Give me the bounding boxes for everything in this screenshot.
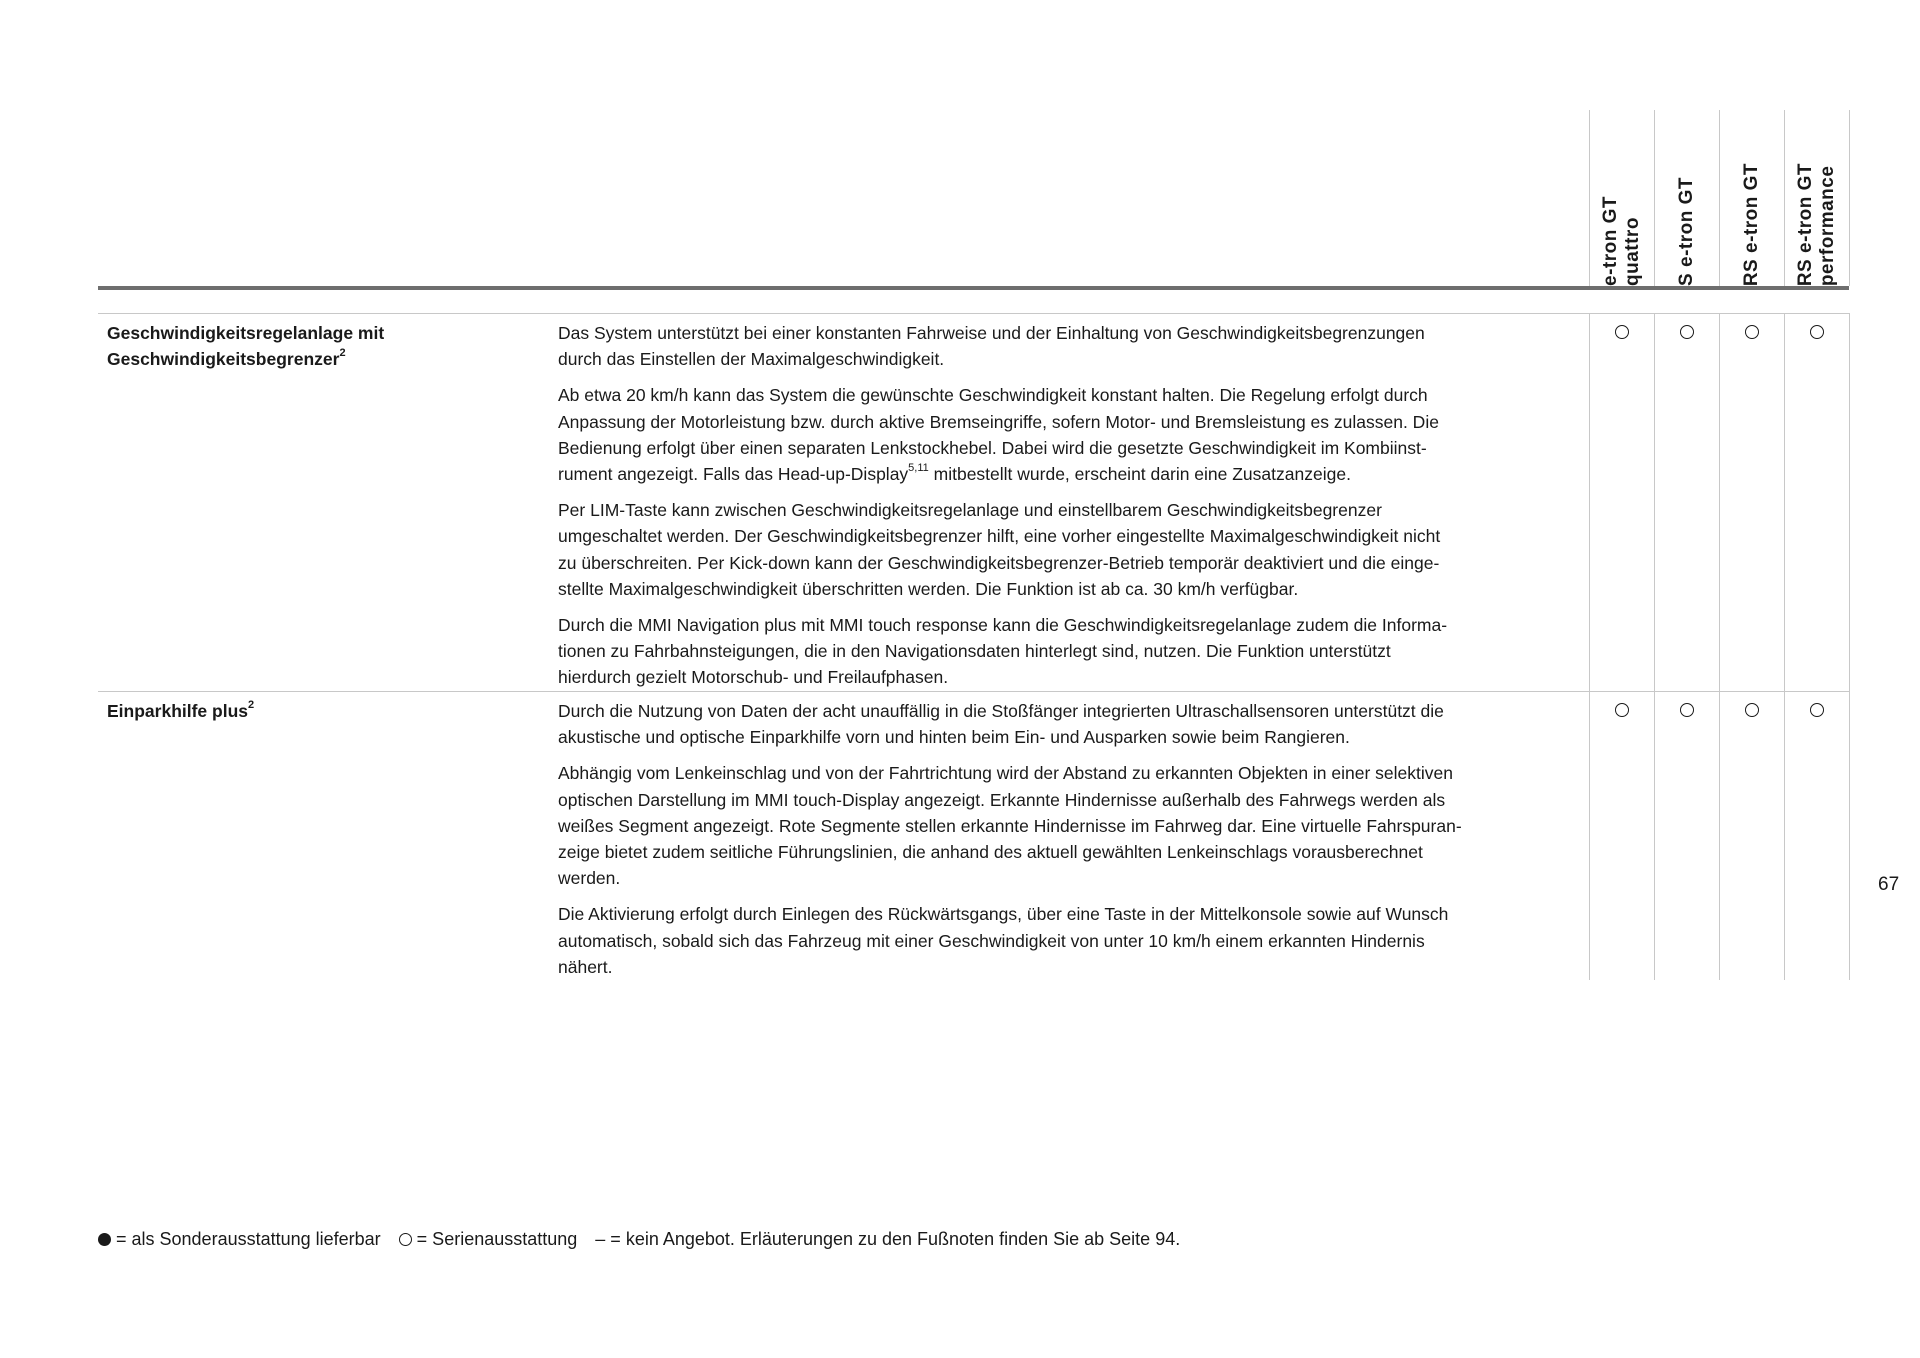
row-label <box>107 698 254 724</box>
standard-equipment-circle-icon <box>1745 703 1759 717</box>
description-line: Abhängig vom Lenkeinschlag und von der Fahrtrichtung wird der Abstand zu erkannten Objekten in einer selektiven <box>558 763 1453 784</box>
description-line: akustische und optische Einparkhilfe vorn und hinten beim Ein- und Ausparken sowie beim Rangieren. <box>558 727 1350 748</box>
standard-equipment-circle-icon <box>1680 325 1694 339</box>
legend-footer <box>98 1229 1180 1250</box>
column-header <box>1654 110 1719 286</box>
column-header <box>1719 110 1784 286</box>
column-divider <box>1654 110 1655 286</box>
column-header-label: RS e-tron GT <box>1740 162 1762 286</box>
description-line: zu überschreiten. Per Kick-down kann der Geschwindigkeitsbegrenzer-Betrieb temporär deaktiviert und die einge- <box>558 552 1440 573</box>
footnote-ref: 2 <box>248 699 255 711</box>
row-description <box>558 698 1583 990</box>
description-paragraph <box>558 612 1583 691</box>
description-line: Bedienung erfolgt über einen separaten Lenkstockhebel. Dabei wird die gesetzte Geschwindigkeit im Kombiinst- <box>558 437 1427 458</box>
description-line: Ab etwa 20 km/h kann das System die gewünschte Geschwindigkeit konstant halten. Die Regelung erfolgt durch <box>558 385 1428 406</box>
legend-standard: = Serienausstattung <box>416 1229 578 1249</box>
description-line: umgeschaltet werden. Der Geschwindigkeitsbegrenzer hilft, eine vorher eingestellte Maximalgeschwindigkeit nicht <box>558 526 1441 547</box>
column-header <box>1784 110 1849 286</box>
row-description <box>558 320 1583 701</box>
standard-equipment-circle-icon <box>1810 325 1824 339</box>
standard-equipment-circle-icon <box>1680 703 1694 717</box>
description-line: Durch die MMI Navigation plus mit MMI touch response kann die Geschwindigkeitsregelanlage zudem die Informa- <box>558 615 1448 636</box>
description-line: tionen zu Fahrbahnsteigungen, die in den Navigationsdaten hinterlegt sind, nutzen. Die Funktion unterstützt <box>558 641 1391 662</box>
standard-equipment-circle-icon <box>1810 703 1824 717</box>
description-line: Das System unterstützt bei einer konstanten Fahrweise und der Einhaltung von Geschwindigkeitsbegrenzungen <box>558 323 1425 343</box>
standard-equipment-circle-icon <box>1615 325 1629 339</box>
column-divider <box>1589 110 1590 286</box>
column-divider <box>1719 110 1720 286</box>
description-line: zeige bietet zudem seitliche Führungslinien, die anhand des aktuell gewählten Lenkeinschlags vorausberechnet <box>558 842 1423 863</box>
column-header <box>1589 110 1654 286</box>
footnote-ref: 2 <box>339 347 346 359</box>
row-label-line: Geschwindigkeitsbegrenzer <box>107 349 340 369</box>
row-label-line: Geschwindigkeitsregelanlage mit <box>107 323 385 343</box>
filled-circle-icon <box>98 1233 111 1246</box>
column-divider <box>1654 313 1655 980</box>
column-header-label: RS e-tron GT performance <box>1794 162 1838 286</box>
description-line <box>558 461 1583 487</box>
column-divider <box>1849 110 1850 286</box>
column-header-label: e-tron GT quattro <box>1599 196 1643 286</box>
description-line: weißes Segment angezeigt. Rote Segmente stellen erkannte Hindernisse im Fahrweg dar. Eine virtuelle Fahrspuran- <box>558 815 1462 836</box>
footnote-ref: 5,11 <box>908 462 929 475</box>
column-divider <box>1719 313 1720 980</box>
description-paragraph <box>558 698 1583 750</box>
description-paragraph <box>558 497 1583 602</box>
open-circle-icon <box>399 1233 412 1246</box>
column-divider <box>1849 313 1850 980</box>
description-line: Durch die Nutzung von Daten der acht unauffällig in die Stoßfänger integrierten Ultraschallsensoren unterstützt die <box>558 701 1444 721</box>
description-text: rument angezeigt. Falls das Head-up-Display <box>558 464 909 485</box>
column-divider <box>1589 313 1590 980</box>
standard-equipment-circle-icon <box>1615 703 1629 717</box>
column-divider <box>1784 313 1785 980</box>
row-label <box>107 320 384 372</box>
description-paragraph <box>558 760 1583 891</box>
page-number: 67 <box>1878 874 1900 895</box>
description-line: Anpassung der Motorleistung bzw. durch aktive Bremseingriffe, sofern Motor- und Bremsleistung es zulassen. Die <box>558 411 1439 432</box>
column-divider <box>1784 110 1785 286</box>
description-line: Per LIM-Taste kann zwischen Geschwindigkeitsregelanlage und einstellbarem Geschwindigkeitsbegrenzer <box>558 500 1382 521</box>
row-label-line: Einparkhilfe plus <box>107 701 248 721</box>
row-divider <box>98 313 1849 314</box>
description-line: stellte Maximalgeschwindigkeit überschritten werden. Die Funktion ist ab ca. 30 km/h verfügbar. <box>558 578 1299 599</box>
header-rule <box>98 286 1849 290</box>
description-line: nähert. <box>558 956 613 977</box>
description-line: durch das Einstellen der Maximalgeschwindigkeit. <box>558 349 945 370</box>
legend-optional: = als Sonderausstattung lieferbar <box>116 1229 381 1249</box>
description-line: werden. <box>558 868 621 889</box>
description-line: automatisch, sobald sich das Fahrzeug mit einer Geschwindigkeit von unter 10 km/h einem erkannten Hindernis <box>558 930 1425 951</box>
description-paragraph <box>558 382 1583 487</box>
description-paragraph <box>558 901 1583 980</box>
description-line: optischen Darstellung im MMI touch-Display angezeigt. Erkannte Hindernisse außerhalb des Fahrwegs werden als <box>558 789 1446 810</box>
description-text: mitbestellt wurde, erscheint darin eine Zusatzanzeige. <box>928 464 1351 485</box>
legend-none: – = kein Angebot. Erläuterungen zu den Fußnoten finden Sie ab Seite 94. <box>595 1229 1181 1249</box>
description-paragraph <box>558 320 1583 372</box>
description-line: hierdurch gezielt Motorschub- und Freilaufphasen. <box>558 667 949 688</box>
column-header-label: S e-tron GT <box>1675 177 1697 286</box>
description-line: Die Aktivierung erfolgt durch Einlegen des Rückwärtsgangs, über eine Taste in der Mittelkonsole sowie auf Wunsch <box>558 904 1449 925</box>
standard-equipment-circle-icon <box>1745 325 1759 339</box>
